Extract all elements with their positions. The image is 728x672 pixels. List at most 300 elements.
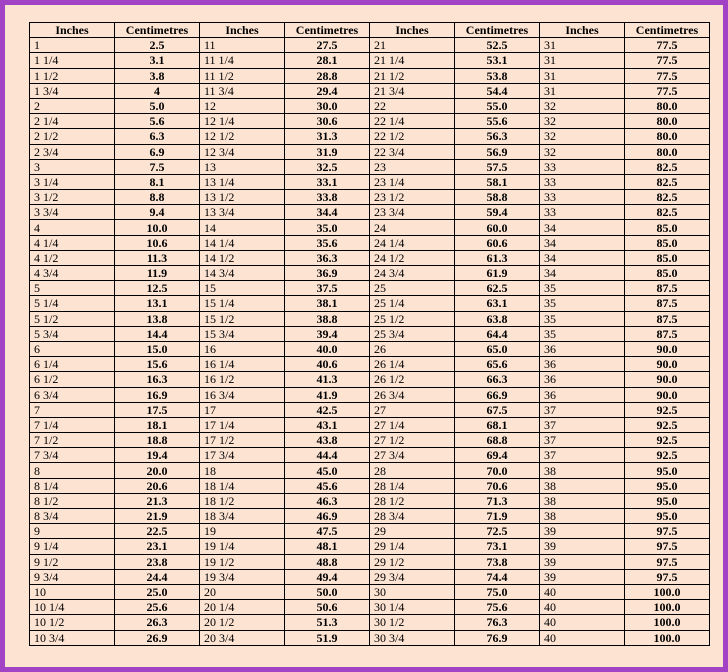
inches-cell: 16 3/4 xyxy=(200,387,285,402)
table-row xyxy=(30,98,710,113)
inches-cell: 20 1/4 xyxy=(200,600,285,615)
inches-cell: 24 1/2 xyxy=(370,250,455,265)
centimetres-cell: 55.0 xyxy=(455,98,540,113)
centimetres-cell: 10.0 xyxy=(115,220,200,235)
table-row xyxy=(30,615,710,630)
table-row xyxy=(30,402,710,417)
inches-cell: 10 1/4 xyxy=(30,600,115,615)
inches-cell: 36 xyxy=(540,341,625,356)
centimetres-cell: 5.0 xyxy=(115,98,200,113)
centimetres-cell: 57.5 xyxy=(455,159,540,174)
inches-cell: 34 xyxy=(540,250,625,265)
inches-cell: 19 3/4 xyxy=(200,569,285,584)
table-row xyxy=(30,220,710,235)
table-row xyxy=(30,448,710,463)
centimetres-cell: 61.9 xyxy=(455,266,540,281)
table-row xyxy=(30,524,710,539)
inches-cell: 32 xyxy=(540,98,625,113)
inches-cell: 2 1/2 xyxy=(30,129,115,144)
inches-cell: 5 3/4 xyxy=(30,326,115,341)
inches-cell: 21 xyxy=(370,38,455,53)
inches-cell: 5 xyxy=(30,281,115,296)
inches-cell: 34 xyxy=(540,235,625,250)
centimetres-cell: 44.4 xyxy=(285,448,370,463)
inches-cell: 28 1/2 xyxy=(370,493,455,508)
centimetres-cell: 48.1 xyxy=(285,539,370,554)
centimetres-cell: 2.5 xyxy=(115,38,200,53)
centimetres-cell: 100.0 xyxy=(625,584,710,599)
inches-cell: 20 3/4 xyxy=(200,630,285,645)
inches-cell: 1 xyxy=(30,38,115,53)
inches-cell: 40 xyxy=(540,630,625,645)
centimetres-cell: 13.1 xyxy=(115,296,200,311)
centimetres-cell: 41.3 xyxy=(285,372,370,387)
table-row xyxy=(30,554,710,569)
centimetres-cell: 35.6 xyxy=(285,235,370,250)
centimetres-cell: 71.9 xyxy=(455,509,540,524)
header-inches: Inches xyxy=(30,23,115,38)
inches-cell: 18 xyxy=(200,463,285,478)
centimetres-cell: 71.3 xyxy=(455,493,540,508)
inches-cell: 36 xyxy=(540,357,625,372)
centimetres-cell: 87.5 xyxy=(625,311,710,326)
centimetres-cell: 19.4 xyxy=(115,448,200,463)
table-row xyxy=(30,509,710,524)
centimetres-cell: 60.6 xyxy=(455,235,540,250)
centimetres-cell: 16.3 xyxy=(115,372,200,387)
table-row xyxy=(30,114,710,129)
inches-cell: 9 1/4 xyxy=(30,539,115,554)
centimetres-cell: 100.0 xyxy=(625,600,710,615)
centimetres-cell: 9.4 xyxy=(115,205,200,220)
centimetres-cell: 42.5 xyxy=(285,402,370,417)
inches-cell: 21 1/4 xyxy=(370,53,455,68)
inches-cell: 23 3/4 xyxy=(370,205,455,220)
header-inches: Inches xyxy=(540,23,625,38)
table-row xyxy=(30,281,710,296)
centimetres-cell: 97.5 xyxy=(625,539,710,554)
centimetres-cell: 54.4 xyxy=(455,83,540,98)
centimetres-cell: 64.4 xyxy=(455,326,540,341)
inches-cell: 3 1/2 xyxy=(30,190,115,205)
centimetres-cell: 58.1 xyxy=(455,174,540,189)
inches-cell: 30 3/4 xyxy=(370,630,455,645)
centimetres-cell: 56.3 xyxy=(455,129,540,144)
header-inches: Inches xyxy=(370,23,455,38)
inches-cell: 3 xyxy=(30,159,115,174)
inches-cell: 29 xyxy=(370,524,455,539)
centimetres-cell: 82.5 xyxy=(625,159,710,174)
centimetres-cell: 90.0 xyxy=(625,372,710,387)
table-row xyxy=(30,326,710,341)
inches-cell: 8 xyxy=(30,463,115,478)
centimetres-cell: 36.3 xyxy=(285,250,370,265)
centimetres-cell: 21.9 xyxy=(115,509,200,524)
centimetres-cell: 59.4 xyxy=(455,205,540,220)
centimetres-cell: 80.0 xyxy=(625,114,710,129)
table-row xyxy=(30,600,710,615)
centimetres-cell: 82.5 xyxy=(625,190,710,205)
centimetres-cell: 75.0 xyxy=(455,584,540,599)
inches-cell: 12 3/4 xyxy=(200,144,285,159)
centimetres-cell: 85.0 xyxy=(625,235,710,250)
inches-cell: 14 1/4 xyxy=(200,235,285,250)
centimetres-cell: 68.1 xyxy=(455,417,540,432)
inches-cell: 17 3/4 xyxy=(200,448,285,463)
table-row xyxy=(30,38,710,53)
inches-cell: 4 1/2 xyxy=(30,250,115,265)
inches-cell: 24 xyxy=(370,220,455,235)
inches-cell: 2 1/4 xyxy=(30,114,115,129)
inches-cell: 13 xyxy=(200,159,285,174)
table-row xyxy=(30,83,710,98)
inches-cell: 33 xyxy=(540,190,625,205)
inches-cell: 22 1/2 xyxy=(370,129,455,144)
inches-cell: 9 3/4 xyxy=(30,569,115,584)
centimetres-cell: 49.4 xyxy=(285,569,370,584)
centimetres-cell: 85.0 xyxy=(625,220,710,235)
inches-cell: 39 xyxy=(540,524,625,539)
inches-cell: 5 1/4 xyxy=(30,296,115,311)
table-row xyxy=(30,569,710,584)
centimetres-cell: 40.0 xyxy=(285,341,370,356)
inches-cell: 38 xyxy=(540,509,625,524)
inches-cell: 40 xyxy=(540,600,625,615)
centimetres-cell: 32.5 xyxy=(285,159,370,174)
centimetres-cell: 43.8 xyxy=(285,433,370,448)
centimetres-cell: 39.4 xyxy=(285,326,370,341)
inches-cell: 33 xyxy=(540,174,625,189)
centimetres-cell: 8.1 xyxy=(115,174,200,189)
centimetres-cell: 23.1 xyxy=(115,539,200,554)
table-row xyxy=(30,387,710,402)
table-row xyxy=(30,129,710,144)
inches-cell: 8 3/4 xyxy=(30,509,115,524)
centimetres-cell: 63.8 xyxy=(455,311,540,326)
inches-cell: 26 xyxy=(370,341,455,356)
centimetres-cell: 52.5 xyxy=(455,38,540,53)
inches-cell: 27 3/4 xyxy=(370,448,455,463)
centimetres-cell: 77.5 xyxy=(625,38,710,53)
table-row xyxy=(30,630,710,645)
inches-cell: 38 xyxy=(540,493,625,508)
inches-cell: 37 xyxy=(540,433,625,448)
table-body xyxy=(30,38,710,646)
inches-cell: 24 1/4 xyxy=(370,235,455,250)
inches-cell: 18 3/4 xyxy=(200,509,285,524)
centimetres-cell: 4 xyxy=(115,83,200,98)
inches-cell: 3 3/4 xyxy=(30,205,115,220)
centimetres-cell: 26.9 xyxy=(115,630,200,645)
inches-cell: 2 3/4 xyxy=(30,144,115,159)
inches-cell: 33 xyxy=(540,159,625,174)
inches-cell: 16 1/2 xyxy=(200,372,285,387)
inches-cell: 4 1/4 xyxy=(30,235,115,250)
centimetres-cell: 25.6 xyxy=(115,600,200,615)
centimetres-cell: 30.0 xyxy=(285,98,370,113)
inches-cell: 33 xyxy=(540,205,625,220)
centimetres-cell: 51.9 xyxy=(285,630,370,645)
inches-cell: 29 3/4 xyxy=(370,569,455,584)
centimetres-cell: 82.5 xyxy=(625,174,710,189)
centimetres-cell: 30.6 xyxy=(285,114,370,129)
inches-cell: 22 1/4 xyxy=(370,114,455,129)
table-row xyxy=(30,250,710,265)
centimetres-cell: 35.0 xyxy=(285,220,370,235)
inches-cell: 39 xyxy=(540,569,625,584)
inches-cell: 35 xyxy=(540,296,625,311)
centimetres-cell: 73.8 xyxy=(455,554,540,569)
centimetres-cell: 80.0 xyxy=(625,144,710,159)
centimetres-cell: 92.5 xyxy=(625,448,710,463)
centimetres-cell: 41.9 xyxy=(285,387,370,402)
centimetres-cell: 56.9 xyxy=(455,144,540,159)
centimetres-cell: 87.5 xyxy=(625,296,710,311)
centimetres-cell: 72.5 xyxy=(455,524,540,539)
centimetres-cell: 85.0 xyxy=(625,266,710,281)
centimetres-cell: 22.5 xyxy=(115,524,200,539)
table-row xyxy=(30,53,710,68)
header-row xyxy=(30,23,710,38)
inches-cell: 29 1/2 xyxy=(370,554,455,569)
centimetres-cell: 14.4 xyxy=(115,326,200,341)
centimetres-cell: 100.0 xyxy=(625,615,710,630)
centimetres-cell: 92.5 xyxy=(625,433,710,448)
inches-cell: 28 xyxy=(370,463,455,478)
centimetres-cell: 95.0 xyxy=(625,509,710,524)
centimetres-cell: 97.5 xyxy=(625,554,710,569)
table-row xyxy=(30,266,710,281)
inches-cell: 18 1/2 xyxy=(200,493,285,508)
centimetres-cell: 66.3 xyxy=(455,372,540,387)
inches-cell: 28 1/4 xyxy=(370,478,455,493)
inches-cell: 25 1/4 xyxy=(370,296,455,311)
centimetres-cell: 70.6 xyxy=(455,478,540,493)
inches-cell: 6 3/4 xyxy=(30,387,115,402)
inches-cell: 11 1/4 xyxy=(200,53,285,68)
centimetres-cell: 46.9 xyxy=(285,509,370,524)
centimetres-cell: 31.3 xyxy=(285,129,370,144)
inches-cell: 19 1/4 xyxy=(200,539,285,554)
header-centimetres: Centimetres xyxy=(285,23,370,38)
centimetres-cell: 10.6 xyxy=(115,235,200,250)
inches-cell: 37 xyxy=(540,448,625,463)
table-row xyxy=(30,144,710,159)
centimetres-cell: 24.4 xyxy=(115,569,200,584)
inches-cell: 19 1/2 xyxy=(200,554,285,569)
centimetres-cell: 11.9 xyxy=(115,266,200,281)
table-row xyxy=(30,433,710,448)
centimetres-cell: 37.5 xyxy=(285,281,370,296)
inches-cell: 35 xyxy=(540,326,625,341)
inches-cell: 12 1/4 xyxy=(200,114,285,129)
centimetres-cell: 85.0 xyxy=(625,250,710,265)
inches-cell: 22 3/4 xyxy=(370,144,455,159)
inches-cell: 15 1/4 xyxy=(200,296,285,311)
table-row xyxy=(30,463,710,478)
inches-cell: 7 1/4 xyxy=(30,417,115,432)
centimetres-cell: 3.8 xyxy=(115,68,200,83)
inches-cell: 37 xyxy=(540,417,625,432)
inches-cell: 31 xyxy=(540,38,625,53)
centimetres-cell: 95.0 xyxy=(625,478,710,493)
inches-cell: 14 1/2 xyxy=(200,250,285,265)
inches-cell: 6 xyxy=(30,341,115,356)
inches-cell: 25 3/4 xyxy=(370,326,455,341)
centimetres-cell: 29.4 xyxy=(285,83,370,98)
inches-cell: 30 xyxy=(370,584,455,599)
inches-cell: 40 xyxy=(540,584,625,599)
inches-cell: 34 xyxy=(540,266,625,281)
centimetres-cell: 51.3 xyxy=(285,615,370,630)
inches-cell: 15 3/4 xyxy=(200,326,285,341)
centimetres-cell: 50.0 xyxy=(285,584,370,599)
centimetres-cell: 6.9 xyxy=(115,144,200,159)
centimetres-cell: 43.1 xyxy=(285,417,370,432)
header-centimetres: Centimetres xyxy=(455,23,540,38)
inches-cell: 2 xyxy=(30,98,115,113)
centimetres-cell: 15.6 xyxy=(115,357,200,372)
inches-cell: 4 xyxy=(30,220,115,235)
inches-cell: 35 xyxy=(540,311,625,326)
table-row xyxy=(30,417,710,432)
inches-cell: 12 1/2 xyxy=(200,129,285,144)
inches-cell: 26 1/2 xyxy=(370,372,455,387)
centimetres-cell: 75.6 xyxy=(455,600,540,615)
centimetres-cell: 15.0 xyxy=(115,341,200,356)
inches-cell: 17 xyxy=(200,402,285,417)
centimetres-cell: 76.3 xyxy=(455,615,540,630)
centimetres-cell: 97.5 xyxy=(625,569,710,584)
inches-cell: 25 1/2 xyxy=(370,311,455,326)
inches-cell: 30 1/4 xyxy=(370,600,455,615)
centimetres-cell: 60.0 xyxy=(455,220,540,235)
inches-cell: 6 1/2 xyxy=(30,372,115,387)
inches-cell: 16 1/4 xyxy=(200,357,285,372)
inches-cell: 16 xyxy=(200,341,285,356)
centimetres-cell: 95.0 xyxy=(625,493,710,508)
inches-cell: 17 1/4 xyxy=(200,417,285,432)
inches-cell: 23 1/2 xyxy=(370,190,455,205)
centimetres-cell: 48.8 xyxy=(285,554,370,569)
inches-cell: 32 xyxy=(540,144,625,159)
inches-cell: 20 1/2 xyxy=(200,615,285,630)
table-row xyxy=(30,311,710,326)
inches-cell: 8 1/2 xyxy=(30,493,115,508)
inches-cell: 27 1/2 xyxy=(370,433,455,448)
centimetres-cell: 6.3 xyxy=(115,129,200,144)
inches-cell: 31 xyxy=(540,83,625,98)
table-row xyxy=(30,68,710,83)
centimetres-cell: 13.8 xyxy=(115,311,200,326)
inches-cell: 19 xyxy=(200,524,285,539)
centimetres-cell: 73.1 xyxy=(455,539,540,554)
centimetres-cell: 90.0 xyxy=(625,357,710,372)
centimetres-cell: 92.5 xyxy=(625,417,710,432)
centimetres-cell: 45.0 xyxy=(285,463,370,478)
inches-cell: 7 1/2 xyxy=(30,433,115,448)
centimetres-cell: 77.5 xyxy=(625,53,710,68)
centimetres-cell: 27.5 xyxy=(285,38,370,53)
centimetres-cell: 53.8 xyxy=(455,68,540,83)
inches-cell: 36 xyxy=(540,372,625,387)
inches-cell: 15 1/2 xyxy=(200,311,285,326)
centimetres-cell: 20.6 xyxy=(115,478,200,493)
inches-cell: 37 xyxy=(540,402,625,417)
centimetres-cell: 95.0 xyxy=(625,463,710,478)
centimetres-cell: 21.3 xyxy=(115,493,200,508)
inches-cell: 40 xyxy=(540,615,625,630)
centimetres-cell: 25.0 xyxy=(115,584,200,599)
centimetres-cell: 36.9 xyxy=(285,266,370,281)
table-row xyxy=(30,159,710,174)
inches-cell: 9 xyxy=(30,524,115,539)
inches-cell: 36 xyxy=(540,387,625,402)
centimetres-cell: 47.5 xyxy=(285,524,370,539)
inches-cell: 14 3/4 xyxy=(200,266,285,281)
centimetres-cell: 40.6 xyxy=(285,357,370,372)
centimetres-cell: 26.3 xyxy=(115,615,200,630)
centimetres-cell: 97.5 xyxy=(625,524,710,539)
centimetres-cell: 8.8 xyxy=(115,190,200,205)
centimetres-cell: 50.6 xyxy=(285,600,370,615)
inches-cell: 31 xyxy=(540,53,625,68)
inches-cell: 21 3/4 xyxy=(370,83,455,98)
inches-cell: 29 1/4 xyxy=(370,539,455,554)
centimetres-cell: 23.8 xyxy=(115,554,200,569)
centimetres-cell: 68.8 xyxy=(455,433,540,448)
centimetres-cell: 65.6 xyxy=(455,357,540,372)
inches-cell: 24 3/4 xyxy=(370,266,455,281)
centimetres-cell: 5.6 xyxy=(115,114,200,129)
centimetres-cell: 63.1 xyxy=(455,296,540,311)
centimetres-cell: 38.8 xyxy=(285,311,370,326)
inches-cell: 3 1/4 xyxy=(30,174,115,189)
centimetres-cell: 80.0 xyxy=(625,129,710,144)
centimetres-cell: 17.5 xyxy=(115,402,200,417)
inches-cell: 31 xyxy=(540,68,625,83)
centimetres-cell: 90.0 xyxy=(625,341,710,356)
inches-cell: 39 xyxy=(540,539,625,554)
centimetres-cell: 62.5 xyxy=(455,281,540,296)
centimetres-cell: 7.5 xyxy=(115,159,200,174)
table-row xyxy=(30,493,710,508)
table-row xyxy=(30,296,710,311)
centimetres-cell: 70.0 xyxy=(455,463,540,478)
centimetres-cell: 82.5 xyxy=(625,205,710,220)
inches-cell: 8 1/4 xyxy=(30,478,115,493)
centimetres-cell: 16.9 xyxy=(115,387,200,402)
inches-cell: 23 xyxy=(370,159,455,174)
centimetres-cell: 33.8 xyxy=(285,190,370,205)
centimetres-cell: 11.3 xyxy=(115,250,200,265)
centimetres-cell: 69.4 xyxy=(455,448,540,463)
inches-cell: 26 1/4 xyxy=(370,357,455,372)
centimetres-cell: 92.5 xyxy=(625,402,710,417)
centimetres-cell: 38.1 xyxy=(285,296,370,311)
inches-cell: 27 1/4 xyxy=(370,417,455,432)
inches-cell: 39 xyxy=(540,554,625,569)
inches-cell: 12 xyxy=(200,98,285,113)
centimetres-cell: 31.9 xyxy=(285,144,370,159)
centimetres-cell: 33.1 xyxy=(285,174,370,189)
header-centimetres: Centimetres xyxy=(625,23,710,38)
inches-cell: 22 xyxy=(370,98,455,113)
inches-cell: 21 1/2 xyxy=(370,68,455,83)
centimetres-cell: 74.4 xyxy=(455,569,540,584)
inches-cell: 17 1/2 xyxy=(200,433,285,448)
centimetres-cell: 45.6 xyxy=(285,478,370,493)
